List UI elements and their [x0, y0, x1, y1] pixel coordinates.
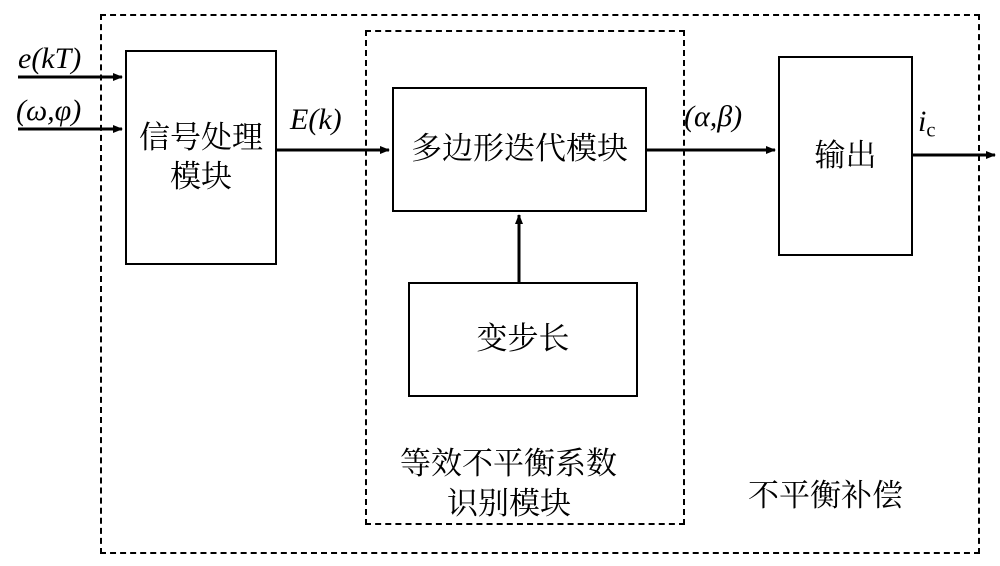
block-signal-processing-label-line1: 信号处理 [139, 119, 263, 155]
block-polygon-iteration-label: 多边形迭代模块 [411, 131, 628, 167]
label-identification-module-line2: 识别模块 [447, 486, 571, 521]
label-input-top: e(kT) [18, 42, 82, 75]
label-signal-E-k: E(k) [290, 103, 342, 136]
block-polygon-iteration [392, 87, 647, 212]
block-signal-processing [125, 50, 277, 265]
label-signal-alpha-beta: (α,β) [684, 100, 743, 133]
label-output-current [918, 105, 935, 143]
block-output [778, 56, 913, 256]
label-identification-module-line1: 等效不平衡系数 [400, 446, 617, 481]
label-output-current-subscript: c [926, 119, 936, 142]
label-unbalance-compensation: 不平衡补偿 [748, 478, 903, 513]
block-output-label: 输出 [814, 137, 877, 173]
label-input-bottom: (ω,φ) [16, 94, 82, 127]
block-variable-step-label: 变步长 [476, 321, 570, 357]
block-signal-processing-label-line2: 模块 [170, 158, 232, 194]
block-variable-step [408, 282, 638, 397]
label-output-current-base: i [918, 105, 927, 138]
